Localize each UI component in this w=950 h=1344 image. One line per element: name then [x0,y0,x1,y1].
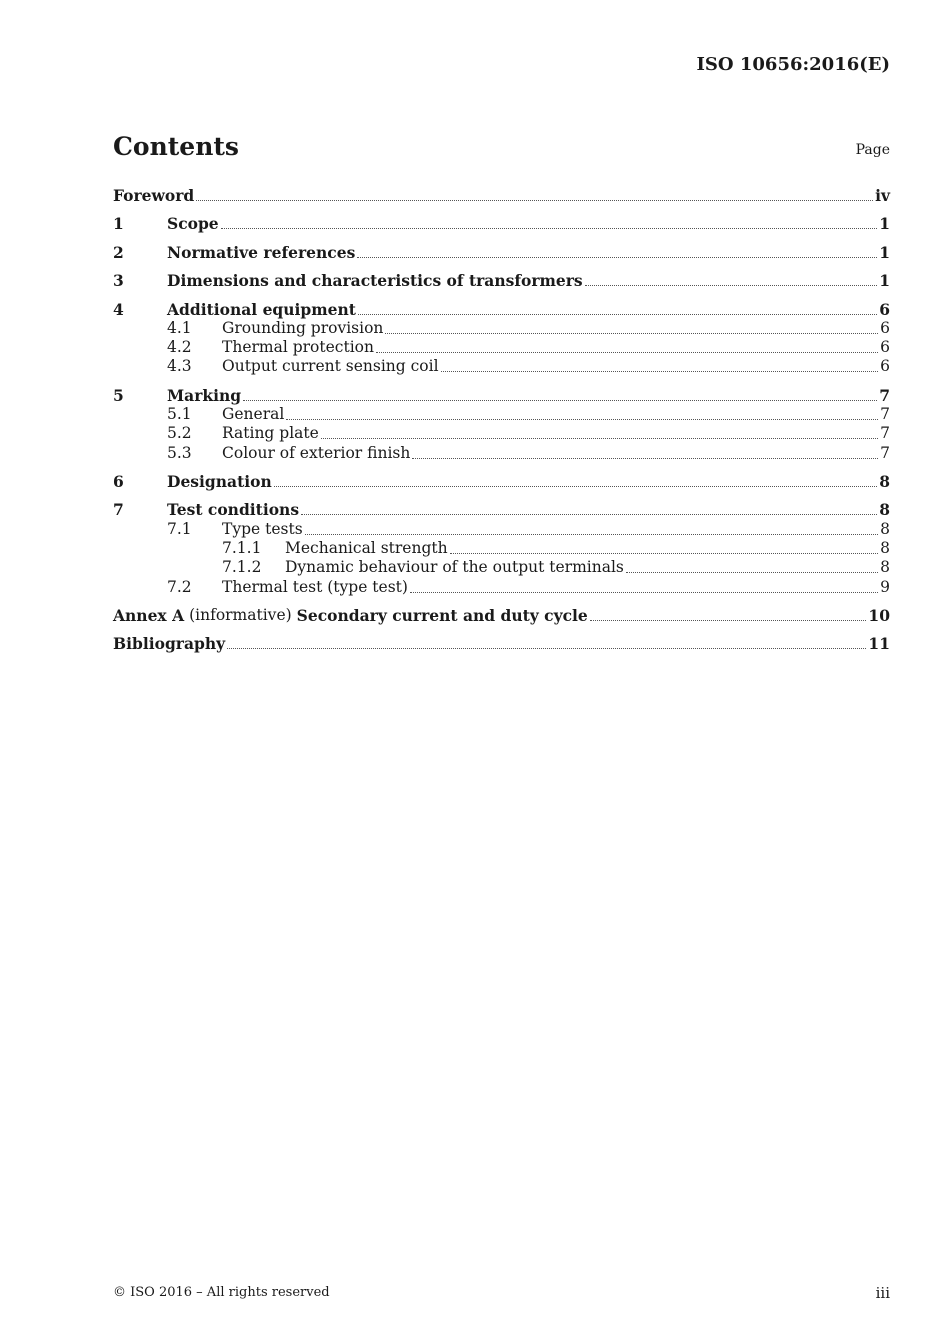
toc-title: Thermal protection [222,338,374,356]
toc-page: 11 [868,634,890,653]
toc-title: Colour of exterior finish [222,444,411,462]
toc-number: 7.1 [167,520,192,538]
toc-title: Annex A [113,606,185,625]
toc-entry-colour-of-exterior-finish[interactable] [113,444,890,463]
page-column-label: Page [855,142,890,158]
toc-number: 5.3 [167,444,192,462]
toc-entry-dynamic-behaviour[interactable] [113,558,890,577]
toc-title: Foreword [113,186,195,205]
toc-leader [590,620,867,621]
toc-number: 4 [113,300,124,319]
toc-entry-output-current-sensing-coil[interactable] [113,357,890,376]
toc-entry-thermal-protection[interactable] [113,338,890,357]
toc-leader [410,592,878,593]
toc-title: Marking [167,386,242,405]
toc-leader [585,285,878,286]
toc-leader [286,419,878,420]
toc-page: 8 [880,520,890,538]
toc-title: Mechanical strength [285,539,448,557]
toc-number: 7.2 [167,578,192,596]
toc-number: 3 [113,271,124,290]
toc-leader [626,572,878,573]
toc-number: 2 [113,243,124,262]
toc-title: Bibliography [113,634,226,653]
toc-page: 1 [879,271,890,290]
toc-page: 8 [879,500,890,519]
toc-page: 7 [880,444,890,462]
toc-entry-foreword[interactable] [113,186,890,205]
toc-page: 10 [868,606,890,625]
toc-title: Output current sensing coil [222,357,439,375]
toc-number: 5.1 [167,405,192,423]
toc-entry-thermal-test[interactable] [113,578,890,597]
toc-leader [227,648,866,649]
toc-leader [221,228,878,229]
toc-annex-type: (informative) [189,606,292,624]
toc-title: Designation [167,472,272,491]
toc-leader [274,486,877,487]
toc-entry-type-tests[interactable] [113,520,890,539]
toc-page: 7 [880,424,890,442]
toc-leader [357,257,877,258]
toc-leader [412,458,878,459]
toc-leader [441,371,879,372]
toc-entry-additional-equipment[interactable] [113,300,890,319]
toc-page: 8 [880,539,890,557]
toc-title: Test conditions [167,500,300,519]
toc-leader [376,352,878,353]
toc-entry-bibliography[interactable] [113,634,890,653]
toc-title: Type tests [222,520,303,538]
toc-title: Additional equipment [167,300,356,319]
toc-entry-test-conditions[interactable] [113,500,890,519]
toc-title: Normative references [167,243,356,262]
toc-entry-rating-plate[interactable] [113,424,890,443]
toc-entry-designation[interactable] [113,472,890,491]
toc-number: 7.1.1 [222,539,262,557]
toc-page: iv [875,186,890,205]
toc-number: 6 [113,472,124,491]
footer-page-number: iii [875,1284,890,1302]
toc-number: 5.2 [167,424,192,442]
toc-leader [385,333,878,334]
toc-number: 4.1 [167,319,192,337]
toc-page: 7 [880,405,890,423]
toc-title: Dynamic behaviour of the output terminals [285,558,624,576]
toc-page: 8 [879,472,890,491]
toc-page: 8 [880,558,890,576]
toc-entry-annex-a[interactable] [113,606,890,625]
toc-page: 6 [880,338,890,356]
toc-entry-mechanical-strength[interactable] [113,539,890,558]
toc-title: General [222,405,285,423]
footer-copyright: © ISO 2016 – All rights reserved [113,1285,330,1300]
toc-leader [305,534,878,535]
contents-heading: Contents [113,132,240,161]
toc-page: 6 [879,300,890,319]
toc-leader [450,553,879,554]
toc-leader [358,314,877,315]
toc-page: 9 [880,578,890,596]
toc-title: Dimensions and characteristics of transformers [167,271,583,290]
toc-entry-dimensions[interactable] [113,271,890,290]
toc-page: 7 [879,386,890,405]
toc-page: 6 [880,319,890,337]
toc-entry-marking[interactable] [113,386,890,405]
toc-annex-title: Secondary current and duty cycle [296,606,588,625]
toc-number: 7.1.2 [222,558,262,576]
toc-entry-normative-references[interactable] [113,243,890,262]
toc-title: Scope [167,214,219,233]
toc-entry-general[interactable] [113,405,890,424]
toc-leader [243,400,877,401]
toc-leader [321,438,878,439]
toc-number: 5 [113,386,124,405]
toc-leader [301,514,877,515]
toc-number: 7 [113,500,124,519]
toc-leader [196,200,873,201]
toc-page: 1 [879,243,890,262]
toc-title: Rating plate [222,424,319,442]
toc-entry-grounding-provision[interactable] [113,319,890,338]
toc-title: Grounding provision [222,319,384,337]
toc-number: 1 [113,214,124,233]
document-id: ISO 10656:2016(E) [696,54,890,75]
toc-entry-scope[interactable] [113,214,890,233]
toc-page: 6 [880,357,890,375]
toc-title: Thermal test (type test) [222,578,408,596]
toc-page: 1 [879,214,890,233]
toc-number: 4.3 [167,357,192,375]
toc-number: 4.2 [167,338,192,356]
